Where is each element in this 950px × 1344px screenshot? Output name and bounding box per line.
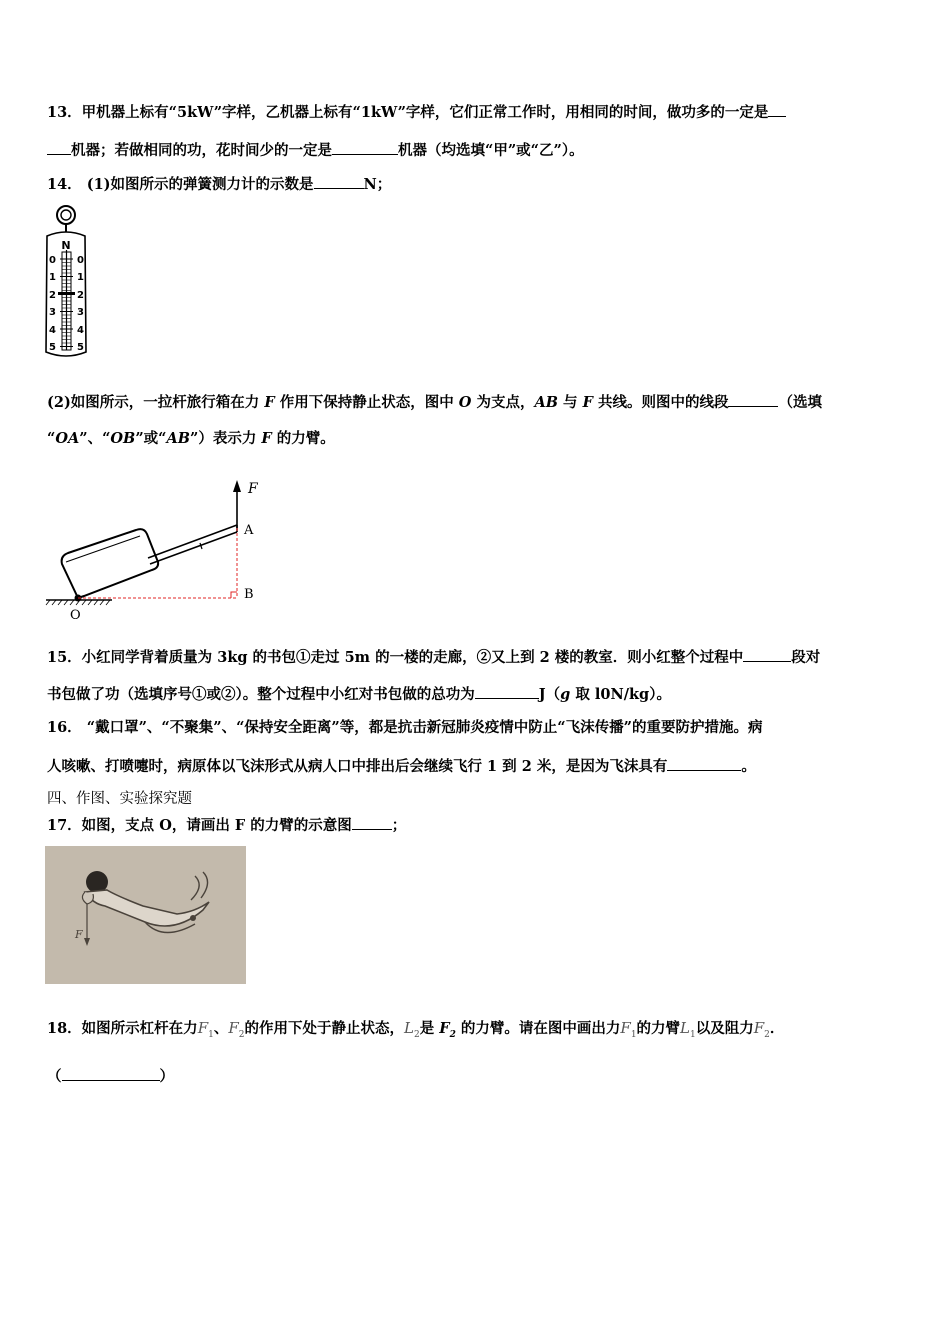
q13-blank1	[768, 102, 786, 117]
q17-t2: ；	[391, 817, 407, 834]
suitcase-body	[62, 529, 159, 598]
q14-unit: N；	[363, 176, 392, 193]
q14-p2-t11: 的力臂。	[271, 430, 335, 447]
right-angle-mark	[231, 592, 237, 598]
q18-t4: 是	[419, 1020, 440, 1037]
q15-g: g	[560, 686, 571, 703]
q13-blank1-cont	[47, 140, 71, 155]
q14-p2-t1: (2)如图所示，一拉杆旅行箱在力	[47, 394, 265, 411]
q14-p2-t2: 作用下保持静止状态，图中	[274, 394, 459, 411]
luggage-lever-figure	[40, 474, 280, 624]
q18-answer-close: ）	[159, 1068, 174, 1085]
tick-left-4: 4	[49, 325, 56, 336]
q14-p2-t5: 共线。则图中的线段	[592, 394, 729, 411]
q14-p2-F: F	[264, 394, 275, 411]
q18-sym-F2: $F_2$	[228, 1019, 245, 1040]
q18-sym-F1b: $F_1$	[620, 1019, 637, 1040]
tick-left-1: 1	[49, 272, 56, 283]
photo-label-F: F	[75, 928, 83, 941]
q13-text1: 13．甲机器上标有“5kW”字样，乙机器上标有“1kW”字样，它们正常工作时，用相同的时间，做功多的一定是	[47, 104, 769, 121]
q14-p2-F2: F	[582, 394, 593, 411]
tick-right-4: 4	[77, 325, 84, 336]
scale-ring-inner	[61, 210, 71, 220]
tick-right-3: 3	[77, 307, 84, 318]
tick-right-5: 5	[77, 342, 84, 353]
section-4-title	[47, 789, 192, 809]
tick-left-0: 0	[49, 255, 56, 266]
label-F: F	[248, 481, 258, 497]
q18-t8: ．	[769, 1020, 785, 1037]
tick-right-0: 0	[77, 255, 84, 266]
tick-left-5: 5	[49, 342, 56, 353]
tick-right-1: 1	[77, 272, 84, 283]
q14-p2-t10: ”）表示力	[190, 430, 262, 447]
q14-blank1	[314, 174, 364, 189]
label-A: A	[244, 523, 254, 538]
q16-t2: 人咳嗽、打喷嚏时，病原体以飞沫形式从病人口中排出后会继续飞行 1 到 2 米，是因为飞沫具有	[47, 758, 668, 775]
force-arrowhead	[233, 480, 241, 492]
q18-answer-blank	[62, 1066, 160, 1081]
q15-t1: 15．小红同学背着质量为 3kg 的书包①走过 5m 的一楼的走廊，②又上到 2 楼的教室．则小红整个过程中	[47, 649, 744, 666]
q15-t4: J（	[538, 686, 561, 703]
q14-p2-t7: “	[47, 430, 56, 447]
tick-right-2: 2	[77, 290, 84, 301]
q18-sym-F2b: $F_2$	[753, 1019, 770, 1040]
q13-line2	[47, 140, 584, 161]
q14-p2-O: O	[458, 394, 472, 411]
section-4-title-text: 四、作图、实验探究题	[47, 791, 192, 807]
q13-blank2	[332, 140, 398, 155]
q14-p2-t3: 为支点，	[471, 394, 535, 411]
q18-t7: 以及阻力	[695, 1020, 754, 1037]
q14-p2-t8: ”、“	[79, 430, 111, 447]
q16-line1	[47, 718, 762, 738]
spring-scale-figure	[40, 202, 96, 364]
q15-blank2	[475, 684, 539, 699]
q15-line2	[47, 684, 671, 705]
q14-p2-t6: （选填	[778, 394, 822, 411]
q15-blank1	[743, 647, 791, 662]
q14-p2-F3: F	[261, 430, 272, 447]
q18-t3: 的作用下处于静止状态，	[244, 1020, 404, 1037]
q14-part2-line1	[47, 392, 822, 413]
q14-text1: 14． (1)如图所示的弹簧测力计的示数是	[47, 176, 314, 193]
q16-blank	[667, 756, 741, 771]
q16-line2	[47, 756, 756, 777]
q14-p2-OA: OA	[55, 430, 80, 447]
q15-t5: 取 l0N/kg）。	[570, 686, 671, 703]
q17-blank	[352, 815, 392, 830]
q13-text3: 机器（均选填“甲”或“乙”）。	[398, 142, 584, 159]
q14-p2-t9: ”或“	[135, 430, 167, 447]
q15-line1	[47, 647, 820, 668]
q13-text2: 机器；若做相同的功，花时间少的一定是	[71, 142, 332, 159]
q18-sym-L2: $L_2$	[404, 1019, 420, 1040]
handle-bottom-edge	[150, 532, 237, 564]
handle-top-edge	[148, 525, 237, 558]
tick-left-2: 2	[49, 290, 56, 301]
q14-p2-t4: 与	[557, 394, 583, 411]
tick-left-3: 3	[49, 307, 56, 318]
arm-lever-photo	[45, 846, 246, 984]
label-B: B	[244, 587, 254, 602]
q18-sym-F1: $F_1$	[197, 1019, 214, 1040]
q18-t5: 的力臂。请在图中画出力	[455, 1020, 621, 1037]
q14-part2-line2	[47, 429, 335, 449]
q16-t3: 。	[741, 758, 756, 775]
q15-t2: 段对	[791, 649, 821, 666]
q13-line1	[47, 102, 786, 123]
q18-t1: 18．如图所示杠杆在力	[47, 1020, 198, 1037]
scale-unit-label: N	[61, 239, 71, 252]
q17-t1: 17．如图，支点 O，请画出 F 的力臂的示意图	[47, 817, 352, 834]
q18-t6: 的力臂	[636, 1020, 681, 1037]
q14-p2-AB2: AB	[166, 430, 191, 447]
q18-line1	[47, 1018, 784, 1045]
label-O: O	[70, 608, 81, 623]
q18-sym-L1: $L_1$	[680, 1019, 696, 1040]
q18-answer-line	[47, 1066, 174, 1087]
q14-p2-AB: AB	[534, 394, 558, 411]
scale-ring	[57, 206, 75, 224]
q15-t3: 书包做了功（选填序号①或②）。整个过程中小红对书包做的总功为	[47, 686, 475, 703]
q18-t2: 、	[213, 1020, 229, 1037]
elbow-pivot	[190, 915, 196, 921]
q14-blank2	[728, 392, 778, 407]
q14-line1	[47, 174, 391, 195]
q17-line1	[47, 815, 406, 836]
q16-t1: 16． “戴口罩”、“不聚集”、“保持安全距离”等，都是抗击新冠肺炎疫情中防止“飞沫传播”的重要防护措施。病	[47, 719, 763, 736]
q18-F2-bold: $F_2$	[439, 1020, 456, 1040]
q18-answer-open: （	[47, 1068, 62, 1085]
q14-p2-OB: OB	[110, 430, 136, 447]
